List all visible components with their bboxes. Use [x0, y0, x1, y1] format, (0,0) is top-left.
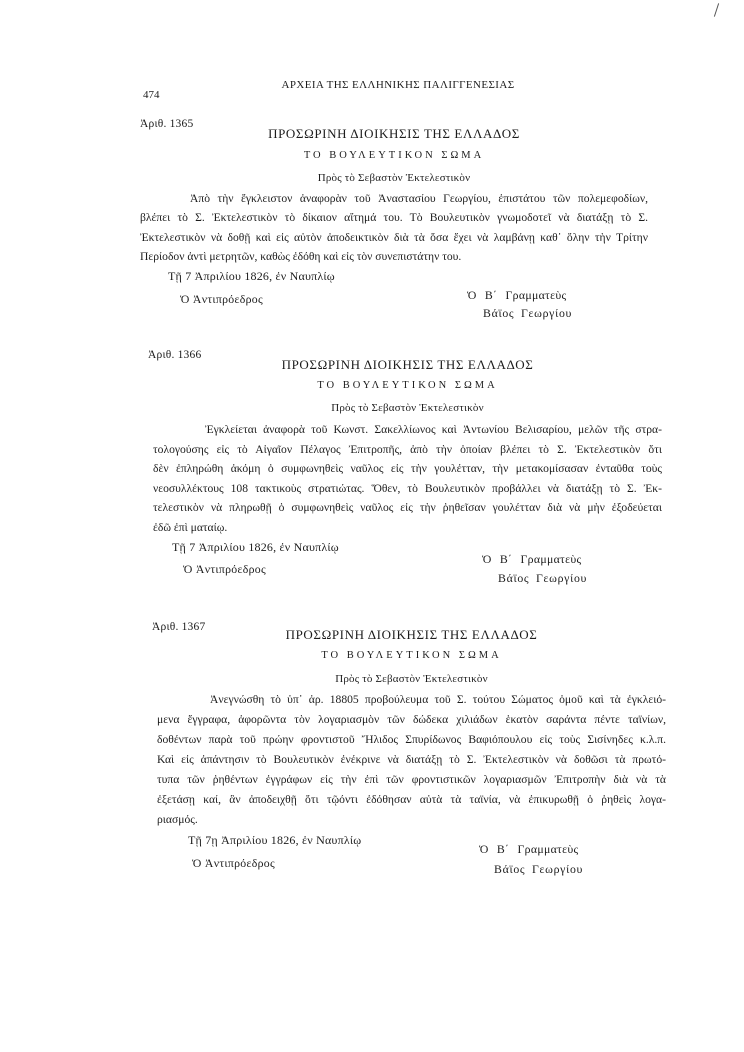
- text-line: μενα ἔγγραφα, ἀφορῶντα τὸν λογαριασμὸν τῶν δώδεκα χιλιάδων ἑκατὸν σαράντα πέντε ταϊνίων,: [157, 713, 666, 726]
- body-name: ΤΟ ΒΟΥΛΕΥΤΙΚΟΝ ΣΩΜΑ: [317, 380, 498, 391]
- text-line: νεοσυλλέκτους 108 τακτικοὺς στρατιώτας. Ὅθεν, τὸ Βουλευτικὸν προβάλλει νὰ διατάξῃ τὸ Σ. Ἐκ-: [153, 481, 662, 495]
- running-head: ΑΡΧΕΙΑ ΤΗΣ ΕΛΛΗΝΙΚΗΣ ΠΑΛΙΓΓΕΝΕΣΙΑΣ: [281, 79, 515, 91]
- document-text: [157, 690, 666, 830]
- page-number: 474: [143, 89, 160, 101]
- date-place: Τῇ 7 Ἀπριλίου 1826, ἐν Ναυπλίῳ: [172, 540, 339, 554]
- secretary-name: Βάϊος Γεωργίου: [483, 306, 573, 320]
- text-line: Καὶ εἰς ἀπάντησιν τὸ Βουλευτικὸν ἐνέκρινε νὰ διατάξῃ τὸ Σ. Ἐκτελεστικὸν νὰ δοθῶσι τὰ πρωτό-: [157, 753, 666, 766]
- text-line: τολογούσης εἰς τὸ Αἰγαῖον Πέλαγος Ἐπιτροπῆς, ἀπὸ τὴν ὁποίαν βλέπει τὸ Σ. Ἐκτελεστικὸν ὅτι: [153, 442, 662, 456]
- text-line: Ἐγκλείεται ἀναφορὰ τοῦ Κωνστ. Σακελλίωνος καὶ Ἀντωνίου Βελισαρίου, μελῶν τῆς στρα-: [205, 423, 662, 436]
- text-line: Ἀνεγνώσθη τὸ ὑπ᾿ ἀρ. 18805 προβούλευμα τοῦ Σ. τούτου Σώματος ὁμοῦ καὶ τὰ ἐγκλειό-: [210, 693, 666, 706]
- secretary-name: Βάϊος Γεωργίου: [494, 862, 584, 876]
- addressee: Πρὸς τὸ Σεβαστὸν Ἐκτελεστικὸν: [335, 673, 488, 685]
- document-number: Ἀριθ. 1366: [148, 349, 202, 361]
- text-line: Ἀπὸ τὴν ἔγκλειστον ἀναφορὰν τοῦ Ἀναστασίου Γεωργίου, ἐπιστάτου τῶν πολεμεφοδίων,: [190, 192, 648, 205]
- body-name: ΤΟ ΒΟΥΛΕΥΤΙΚΟΝ ΣΩΜΑ: [321, 650, 502, 661]
- date-place: Τῇ 7 Ἀπριλίου 1826, ἐν Ναυπλίῳ: [168, 269, 335, 283]
- text-line: ἐξετάσῃ καί, ἂν ἀποδειχθῇ ὅτι τῷόντι ἐδόθησαν αὐτὰ τὰ ταϊνία, νὰ ἐπικυρωθῇ ὁ ῥηθεὶς λογα-: [157, 793, 666, 806]
- text-line: Περίοδον ἀντὶ μετρητῶν, καθὼς ἐδόθη καὶ εἰς τὸν συνεπιστάτην του.: [140, 250, 462, 264]
- vice-president-signature: Ὁ Ἀντιπρόεδρος: [192, 856, 275, 870]
- secretary-title: Ὁ Β΄ Γραμματεὺς: [482, 552, 582, 566]
- vice-president-signature: Ὁ Ἀντιπρόεδρος: [180, 292, 263, 306]
- issuer-heading: ΠΡΟΣΩΡΙΝΗ ΔΙΟΙΚΗΣΙΣ ΤΗΣ ΕΛΛΑΔΟΣ: [268, 126, 520, 141]
- text-line: δοθέντων παρὰ τοῦ πρώην φροντιστοῦ Ἤλιδος Σπυρίδωνος Βαφιόπουλου εἰς τοὺς Σισίνηδες κ.λ.π.: [157, 733, 666, 746]
- text-line: βλέπει τὸ Σ. Ἐκτελεστικὸν τὸ δίκαιον αἴτημά του. Τὸ Βουλευτικὸν γνωμοδοτεῖ νὰ διατάξῃ τὸ Σ.: [140, 211, 648, 225]
- text-line: τυπα τῶν ῥηθέντων ἐγγράφων εἰς τὴν ἐπὶ τῶν φροντιστικῶν λογαριασμῶν Ἐπιτροπὴν διὰ νὰ τὰ: [157, 773, 666, 786]
- text-line: ἐδῶ ἐπὶ ματαίῳ.: [153, 520, 228, 534]
- issuer-heading: ΠΡΟΣΩΡΙΝΗ ΔΙΟΙΚΗΣΙΣ ΤΗΣ ΕΛΛΑΔΟΣ: [281, 357, 534, 372]
- issuer-heading: ΠΡΟΣΩΡΙΝΗ ΔΙΟΙΚΗΣΙΣ ΤΗΣ ΕΛΛΑΔΟΣ: [285, 627, 538, 642]
- document-number: Ἀριθ. 1367: [152, 621, 206, 633]
- secretary-name: Βάϊος Γεωργίου: [498, 571, 588, 585]
- date-place: Τῇ 7ῃ Ἀπριλίου 1826, ἐν Ναυπλίῳ: [188, 833, 362, 847]
- body-name: ΤΟ ΒΟΥΛΕΥΤΙΚΟΝ ΣΩΜΑ: [303, 150, 485, 161]
- text-line: δὲν ἐπληρώθη ἀκόμη ὁ συμφωνηθεὶς ναῦλος εἰς τὴν γουλέτταν, τὴν μετακομίσασαν ἐνταῦθα τοὺς: [153, 462, 662, 476]
- secretary-title: Ὁ Β΄ Γραμματεὺς: [467, 288, 567, 302]
- document-text: [140, 189, 648, 267]
- scan-mark: [714, 3, 719, 17]
- vice-president-signature: Ὁ Ἀντιπρόεδρος: [183, 562, 266, 576]
- secretary-title: Ὁ Β΄ Γραμματεὺς: [479, 842, 579, 856]
- text-line: Ἐκτελεστικὸν νὰ δοθῇ καὶ εἰς αὐτὸν ἀποδεικτικὸν διὰ τὰ ὅσα ἔχει νὰ λαμβάνῃ καθ᾿ ὅλην τὴν Τρίτην: [140, 230, 648, 244]
- text-line: τελεστικὸν νὰ πληρωθῇ ὁ συμφωνηθεὶς ναῦλος εἰς τὴν ῥηθεῖσαν γουλέτταν διὰ νὰ μὴν ἐξοδεύεται: [153, 501, 662, 515]
- text-line: ριασμός.: [157, 813, 198, 826]
- addressee: Πρὸς τὸ Σεβαστὸν Ἐκτελεστικὸν: [331, 402, 484, 414]
- addressee: Πρὸς τὸ Σεβαστὸν Ἐκτελεστικὸν: [317, 172, 471, 184]
- document-text: [153, 420, 662, 538]
- document-number: Ἀριθ. 1365: [140, 118, 194, 130]
